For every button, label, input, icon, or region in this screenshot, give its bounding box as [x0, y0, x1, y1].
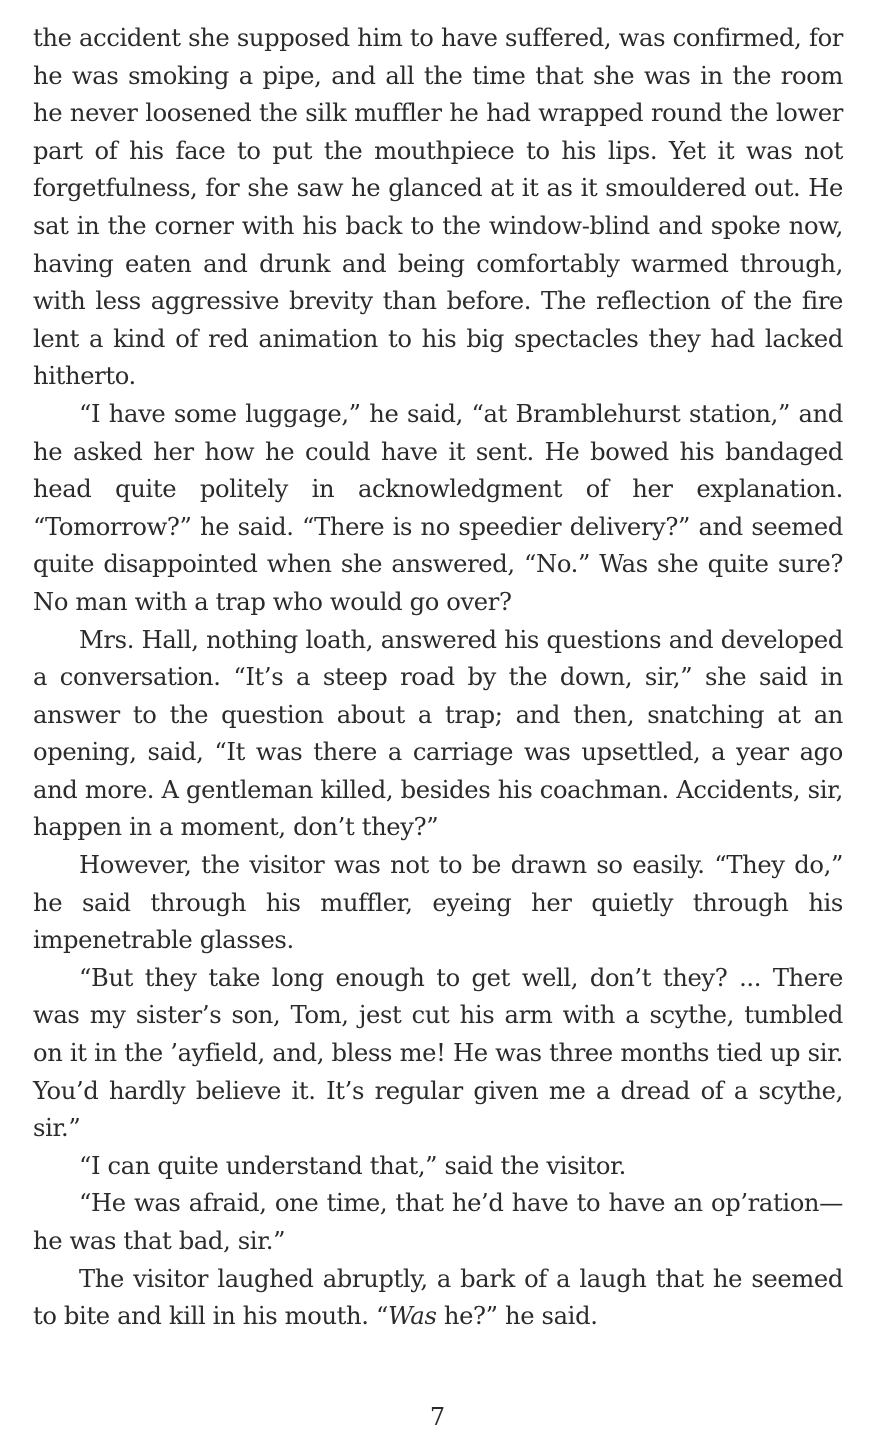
paragraph-2: “I have some luggage,” he said, “at Bramblehurst station,” and he asked her how he could have it sent. He bowed his bandaged head quite politely in acknowledgment of her explanation. “Tomorrow?” he said. “There is no speedier delivery?” and seemed quite disappointed when she answered, “No.” Was she quite sure? No man with a trap who would go over? [33, 399, 843, 616]
paragraph-8-text-after: he?” he said. [436, 1302, 598, 1331]
paragraph-7: “He was afraid, one time, that he’d have to have an op’ration—he was that bad, sir.” [33, 1189, 843, 1255]
paragraph-3: Mrs. Hall, nothing loath, answered his questions and developed a conversation. “It’s a steep road by the down, sir,” she said in answer to the question about a trap; and then, snatching at an opening, said, “It was there a carriage was upsettled, a year ago and more. A gentleman killed, besides his coachman. Accidents, sir, happen in a moment, don’t they?” [33, 625, 843, 842]
paragraph-4: However, the visitor was not to be drawn so easily. “They do,” he said through his muffler, eyeing her quietly through his impenetrable glasses. [33, 851, 843, 955]
paragraph-8-emphasis: Was [387, 1302, 437, 1331]
paragraph-1: the accident she supposed him to have suffered, was confirmed, for he was smoking a pipe, and all the time that she was in the room he never loosened the silk muffler he had wrapped round the lower part of his face to put the mouthpiece to his lips. Yet it was not forgetfulness, for she saw he glanced at it as it smouldered out. He sat in the corner with his back to the window-blind and spoke now, having eaten and drunk and being comfortably warmed through, with less aggressive brevity than before. The reflection of the fire lent a kind of red animation to his big spectacles they had lacked hitherto. [33, 24, 843, 391]
page-number: 7 [429, 1403, 446, 1431]
paragraph-8-text-before: The visitor laughed abruptly, a bark of a laugh that he seemed to bite and kill in his mouth. “ [33, 1264, 843, 1331]
paragraph-6: “I can quite understand that,” said the visitor. [79, 1151, 627, 1180]
paragraph-8 [33, 1261, 843, 1336]
page-body [33, 20, 843, 1336]
paragraph-5: “But they take long enough to get well, don’t they? ... There was my sister’s son, Tom, jest cut his arm with a scythe, tumbled on it in the ’ayfield, and, bless me! He was three months tied up sir. You’d hardly believe it. It’s regular given me a dread of a scythe, sir.” [33, 963, 843, 1143]
